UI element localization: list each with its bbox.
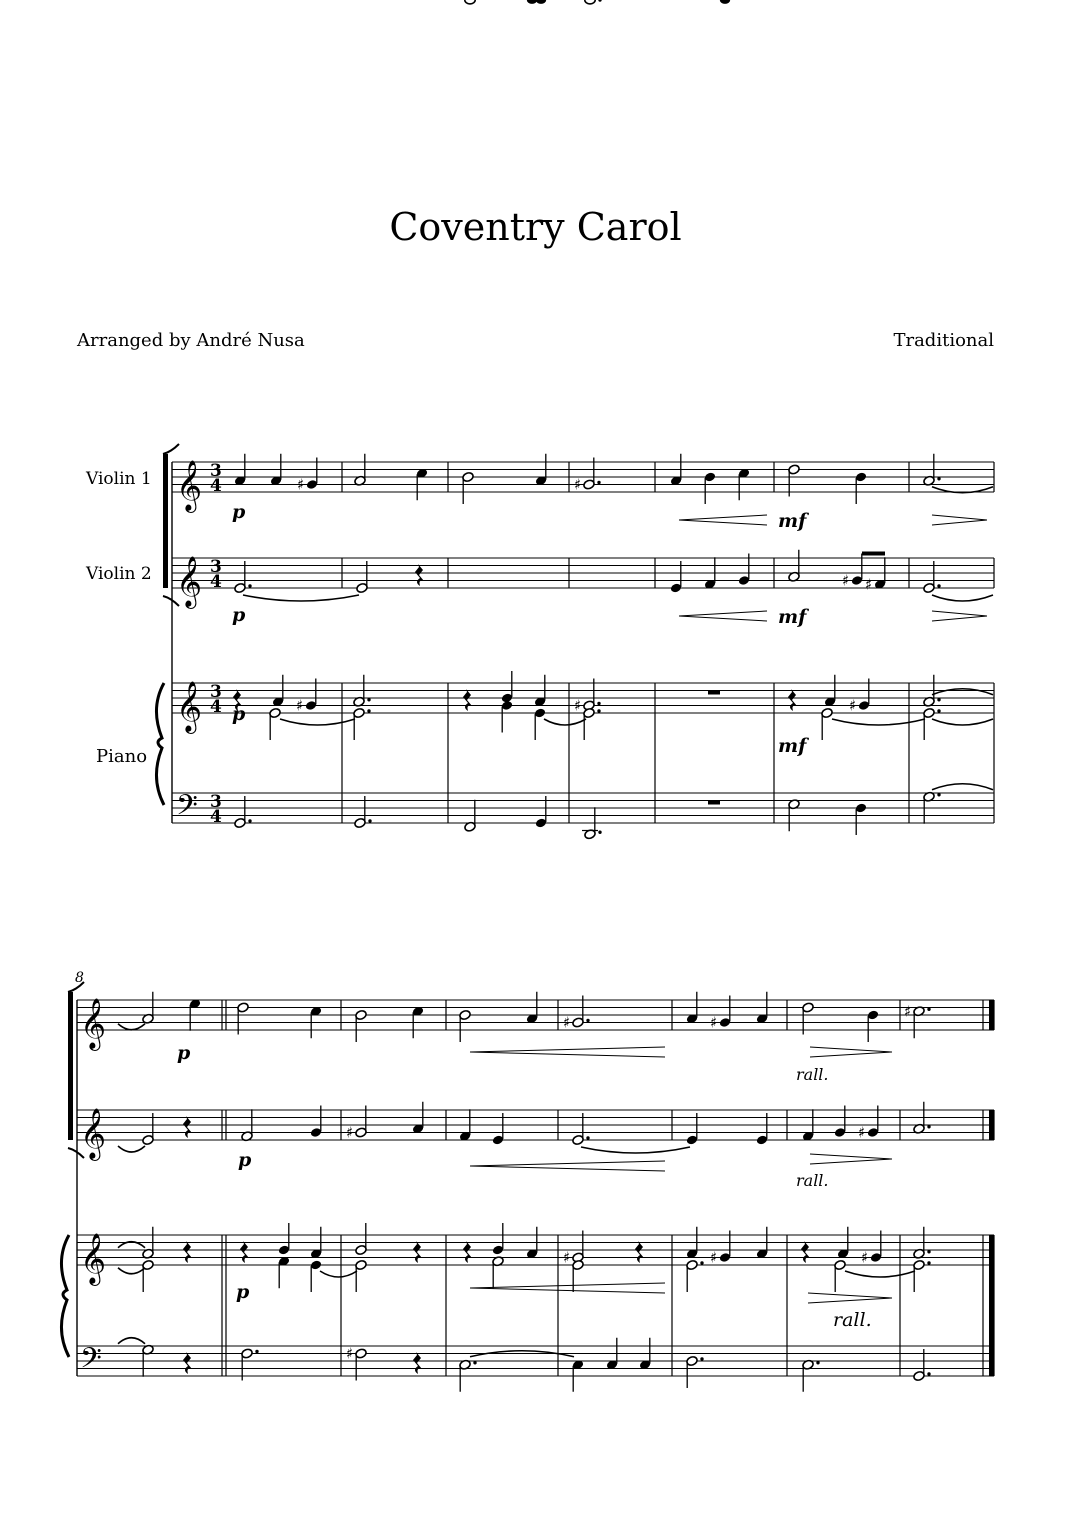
whole-rest <box>708 801 720 805</box>
crescendo-hairpin <box>470 1283 665 1288</box>
tie <box>118 1024 145 1030</box>
time-signature-bottom: 4 <box>210 572 222 592</box>
dot <box>367 709 370 712</box>
dynamic-mark: p <box>177 1042 191 1064</box>
quarter-rest <box>183 1241 192 1263</box>
rall-marking: rall. <box>796 1171 829 1190</box>
score-labels <box>75 460 872 1382</box>
crescendo-hairpin <box>470 1288 665 1293</box>
time-signature-bottom: 4 <box>210 697 222 717</box>
sharp-sign: ♯ <box>710 1248 718 1267</box>
dot <box>586 1019 589 1022</box>
rall-marking: rall. <box>833 1309 872 1331</box>
quarter-rest <box>463 1241 472 1263</box>
quarter-rest <box>183 1352 192 1374</box>
piano-brace <box>156 683 164 805</box>
tie <box>320 1271 357 1277</box>
quarter-rest <box>413 1241 422 1263</box>
dot <box>927 1261 930 1264</box>
bass-clef: 𝄢 <box>80 1342 102 1382</box>
instrument-label-violin2: Violin 2 <box>86 564 152 584</box>
bracket <box>163 454 168 588</box>
sharp-sign: ♯ <box>563 1248 571 1267</box>
bracket <box>68 992 73 1140</box>
sharp-sign: ♯ <box>346 1123 354 1142</box>
tie <box>118 1146 145 1152</box>
treble-clef: 𝄞 <box>176 556 203 607</box>
quarter-rest <box>635 1241 644 1263</box>
crescendo-hairpin <box>679 515 767 520</box>
tie <box>845 1271 915 1277</box>
dot <box>937 584 940 587</box>
tie <box>118 1268 145 1274</box>
tie <box>544 719 586 725</box>
tie <box>280 719 355 725</box>
tie <box>932 719 993 725</box>
time-signature-top: 3 <box>210 792 222 812</box>
crescendo-hairpin <box>679 611 767 616</box>
decrescendo-hairpin <box>808 1293 892 1298</box>
dynamic-mark: mf <box>778 510 807 532</box>
dot <box>927 1125 930 1128</box>
sharp-sign: ♯ <box>346 1344 354 1363</box>
dot <box>586 1136 589 1139</box>
dynamic-mark: p <box>232 501 246 523</box>
notation-marks <box>118 0 993 1392</box>
arranger-credit: Arranged by André Nusa <box>77 330 305 351</box>
decrescendo-hairpin <box>932 515 987 520</box>
dot <box>368 819 371 822</box>
tie <box>932 595 993 601</box>
dynamic-mark: mf <box>778 606 807 628</box>
time-signature-top: 3 <box>210 682 222 702</box>
notehead <box>720 0 730 4</box>
dot <box>597 481 600 484</box>
crescendo-hairpin <box>679 616 767 621</box>
dynamic-mark: mf <box>778 735 807 757</box>
dot <box>598 0 601 2</box>
dot <box>248 584 251 587</box>
decrescendo-hairpin <box>932 611 987 616</box>
dot <box>937 698 940 701</box>
sharp-sign: ♯ <box>574 696 582 715</box>
piano-brace <box>61 1235 69 1357</box>
notehead <box>536 0 546 4</box>
decrescendo-hairpin <box>810 1154 892 1159</box>
tie <box>832 719 925 725</box>
quarter-rest <box>413 1352 422 1374</box>
sharp-sign: ♯ <box>842 571 850 590</box>
dynamic-mark: p <box>232 703 246 725</box>
dot <box>700 1357 703 1360</box>
dot <box>927 1372 930 1375</box>
time-signature-top: 3 <box>210 557 222 577</box>
sharp-sign: ♯ <box>904 1002 912 1021</box>
tie <box>118 1338 145 1344</box>
notehead <box>585 0 595 4</box>
dot <box>597 702 600 705</box>
dot <box>255 1350 258 1353</box>
dot <box>927 1250 930 1253</box>
crescendo-hairpin <box>679 520 767 525</box>
dynamic-mark: p <box>232 604 246 626</box>
sharp-sign: ♯ <box>563 1013 571 1032</box>
dot <box>598 831 601 834</box>
dot <box>597 709 600 712</box>
dynamic-mark: p <box>238 1149 252 1171</box>
quarter-rest <box>463 689 472 711</box>
dot <box>937 793 940 796</box>
sharp-sign: ♯ <box>861 1248 869 1267</box>
quarter-rest <box>788 689 797 711</box>
instrument-label-piano: Piano <box>96 746 148 767</box>
dot <box>816 1361 819 1364</box>
final-barline <box>989 1110 994 1140</box>
dot <box>937 477 940 480</box>
sharp-sign: ♯ <box>865 575 873 594</box>
dot <box>927 1008 930 1011</box>
decrescendo-hairpin <box>810 1047 892 1052</box>
sharp-sign: ♯ <box>710 1013 718 1032</box>
decrescendo-hairpin <box>932 616 987 621</box>
tie <box>581 1147 690 1153</box>
crescendo-hairpin <box>470 1047 665 1052</box>
dot <box>367 698 370 701</box>
measure-number: 8 <box>75 970 84 986</box>
treble-clef: 𝄞 <box>176 681 203 732</box>
decrescendo-hairpin <box>810 1159 892 1164</box>
treble-clef: 𝄞 <box>80 1233 107 1284</box>
instrument-label-violin1: Violin 1 <box>86 469 152 489</box>
sharp-sign: ♯ <box>574 475 582 494</box>
composer-credit: Traditional <box>893 330 994 351</box>
sharp-sign: ♯ <box>296 696 304 715</box>
sharp-sign: ♯ <box>849 696 857 715</box>
quarter-rest <box>415 564 424 586</box>
tie <box>243 595 359 601</box>
treble-clef: 𝄞 <box>80 998 107 1049</box>
notehead <box>465 0 475 4</box>
time-signature-bottom: 4 <box>210 476 222 496</box>
dynamic-mark: p <box>236 1281 250 1303</box>
crescendo-hairpin <box>470 1166 665 1171</box>
score-title: Coventry Carol <box>389 205 682 249</box>
decrescendo-hairpin <box>810 1052 892 1057</box>
time-signature-top: 3 <box>210 461 222 481</box>
dot <box>473 1361 476 1364</box>
treble-clef: 𝄞 <box>176 460 203 511</box>
sharp-sign: ♯ <box>858 1123 866 1142</box>
crescendo-hairpin <box>470 1161 665 1166</box>
decrescendo-hairpin <box>932 520 987 525</box>
rall-marking: rall. <box>796 1065 829 1084</box>
quarter-rest <box>801 1241 810 1263</box>
bass-clef: 𝄢 <box>176 789 198 829</box>
quarter-rest <box>183 1116 192 1138</box>
dot <box>700 1261 703 1264</box>
final-barline <box>989 1235 994 1376</box>
sharp-sign: ♯ <box>297 475 305 494</box>
final-barline <box>989 1000 994 1030</box>
time-signature-bottom: 4 <box>210 807 222 827</box>
tie <box>932 784 993 790</box>
dot <box>937 709 940 712</box>
crescendo-hairpin <box>470 1052 665 1057</box>
whole-rest <box>708 691 720 695</box>
treble-clef: 𝄞 <box>80 1108 107 1159</box>
bracket-top <box>163 444 179 454</box>
decrescendo-hairpin <box>808 1298 892 1303</box>
dot <box>248 819 251 822</box>
tie <box>932 689 993 695</box>
quarter-rest <box>240 1241 249 1263</box>
notehead <box>527 0 537 4</box>
